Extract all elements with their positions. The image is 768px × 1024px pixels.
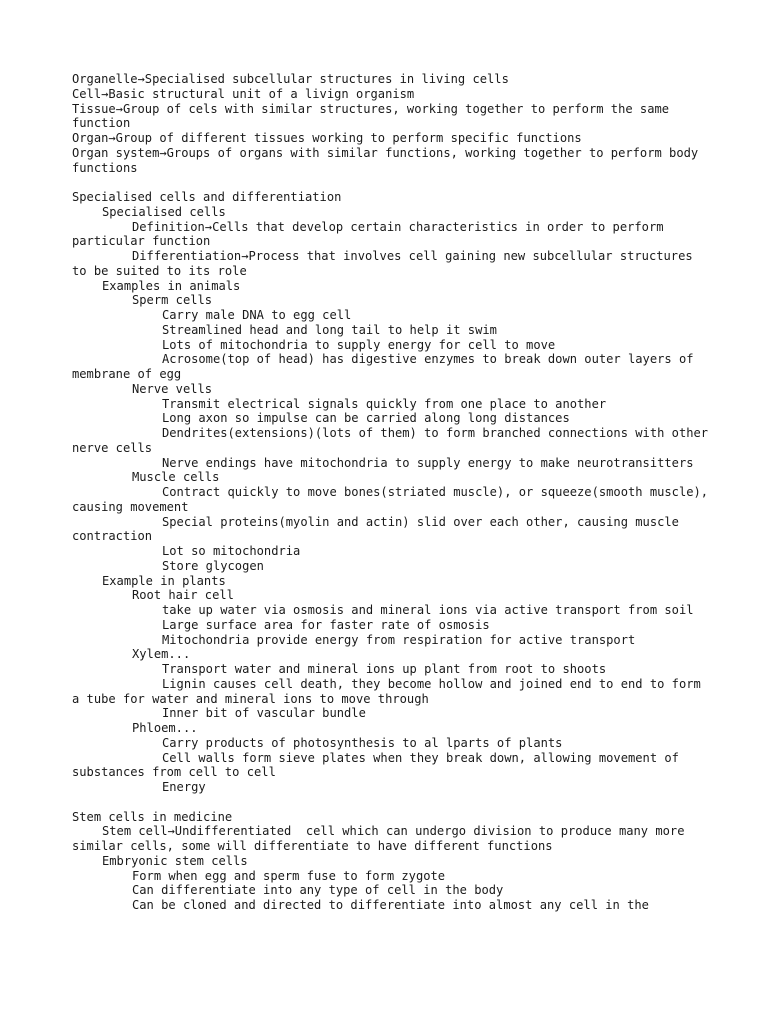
list-item: Form when egg and sperm fuse to form zygote: [132, 868, 446, 883]
cell-type-title: Muscle cells: [132, 470, 220, 485]
cell-type-title: Root hair cell: [132, 588, 234, 603]
list-item: Mitochondria provide energy from respiration for active transport: [162, 632, 636, 647]
section-heading: Stem cells in medicine: [72, 809, 233, 824]
list-item: Lignin causes cell death, they become hollow and joined end to end to form a tube for water and mineral ions to move through: [72, 676, 709, 706]
cell-type-title: Nerve vells: [132, 381, 213, 396]
list-item: Carry male DNA to egg cell: [162, 308, 352, 322]
subheading-animals: Examples in animals: [102, 278, 241, 293]
list-item: Nerve endings have mitochondria to supply energy to make neurotransitters: [162, 455, 694, 470]
cell-type-title: Sperm cells: [132, 293, 213, 308]
subheading-plants: Example in plants: [102, 573, 226, 588]
subheading-embryonic: Embryonic stem cells: [102, 853, 248, 868]
list-item: Energy: [162, 780, 206, 794]
list-item: Streamlined head and long tail to help it swim: [162, 322, 497, 337]
cell-type-title: Xylem...: [132, 647, 191, 662]
glossary-cell: Cell→Basic structural unit of a livign organism: [72, 86, 415, 101]
list-item: Acrosome(top of head) has digestive enzymes to break down outer layers of membrane of egg: [72, 352, 701, 381]
blank-line: [72, 175, 712, 190]
notes-body: [72, 72, 716, 913]
list-item: Inner bit of vascular bundle: [162, 706, 366, 721]
differentiation-line: Differentiation→Process that involves cell gaining new subcellular structures to be suited to its role: [72, 249, 700, 278]
list-item: Can be cloned and directed to differentiate into almost any cell in the: [132, 898, 649, 912]
list-item: Transport water and mineral ions up plant from root to shoots: [162, 662, 607, 676]
list-item: Store glycogen: [162, 558, 264, 573]
list-item: Lot so mitochondria: [162, 544, 301, 558]
glossary-organelle: Organelle→Specialised subcellular structures in living cells: [72, 72, 509, 86]
stem-cell-definition: Stem cell→Undifferentiated cell which can undergo division to produce many more similar cells, some will differentiate to have different functions: [72, 824, 692, 853]
list-item: Special proteins(myolin and actin) slid over each other, causing muscle contraction: [72, 514, 687, 544]
list-item: take up water via osmosis and mineral ions via active transport from soil: [162, 603, 694, 617]
glossary-tissue: Tissue→Group of cels with similar structures, working together to perform the same function: [72, 101, 677, 131]
blank-line: [72, 795, 712, 810]
list-item: Carry products of photosynthesis to al lparts of plants: [162, 735, 563, 750]
list-item: Contract quickly to move bones(striated muscle), or squeeze(smooth muscle), causing movement: [72, 485, 716, 514]
list-item: Long axon so impulse can be carried along long distances: [162, 411, 570, 426]
list-item: Can differentiate into any type of cell in the body: [132, 883, 504, 898]
definition-line: Definition→Cells that develop certain characteristics in order to perform particular function: [72, 219, 671, 249]
list-item: Dendrites(extensions)(lots of them) to form branched connections with other nerve cells: [72, 426, 716, 455]
glossary-organ-system: Organ system→Groups of organs with similar functions, working together to perform body functions: [72, 145, 706, 175]
list-item: Lots of mitochondria to supply energy for cell to move: [162, 337, 556, 352]
list-item: Large surface area for faster rate of osmosis: [162, 617, 490, 632]
subheading-specialised-cells: Specialised cells: [102, 204, 226, 219]
glossary-organ: Organ→Group of different tissues working to perform specific functions: [72, 131, 582, 145]
list-item: Cell walls form sieve plates when they break down, allowing movement of substances from cell to cell: [72, 750, 687, 780]
list-item: Transmit electrical signals quickly from one place to another: [162, 396, 607, 411]
cell-type-title: Phloem...: [132, 721, 198, 735]
section-heading: Specialised cells and differentiation: [72, 190, 342, 204]
